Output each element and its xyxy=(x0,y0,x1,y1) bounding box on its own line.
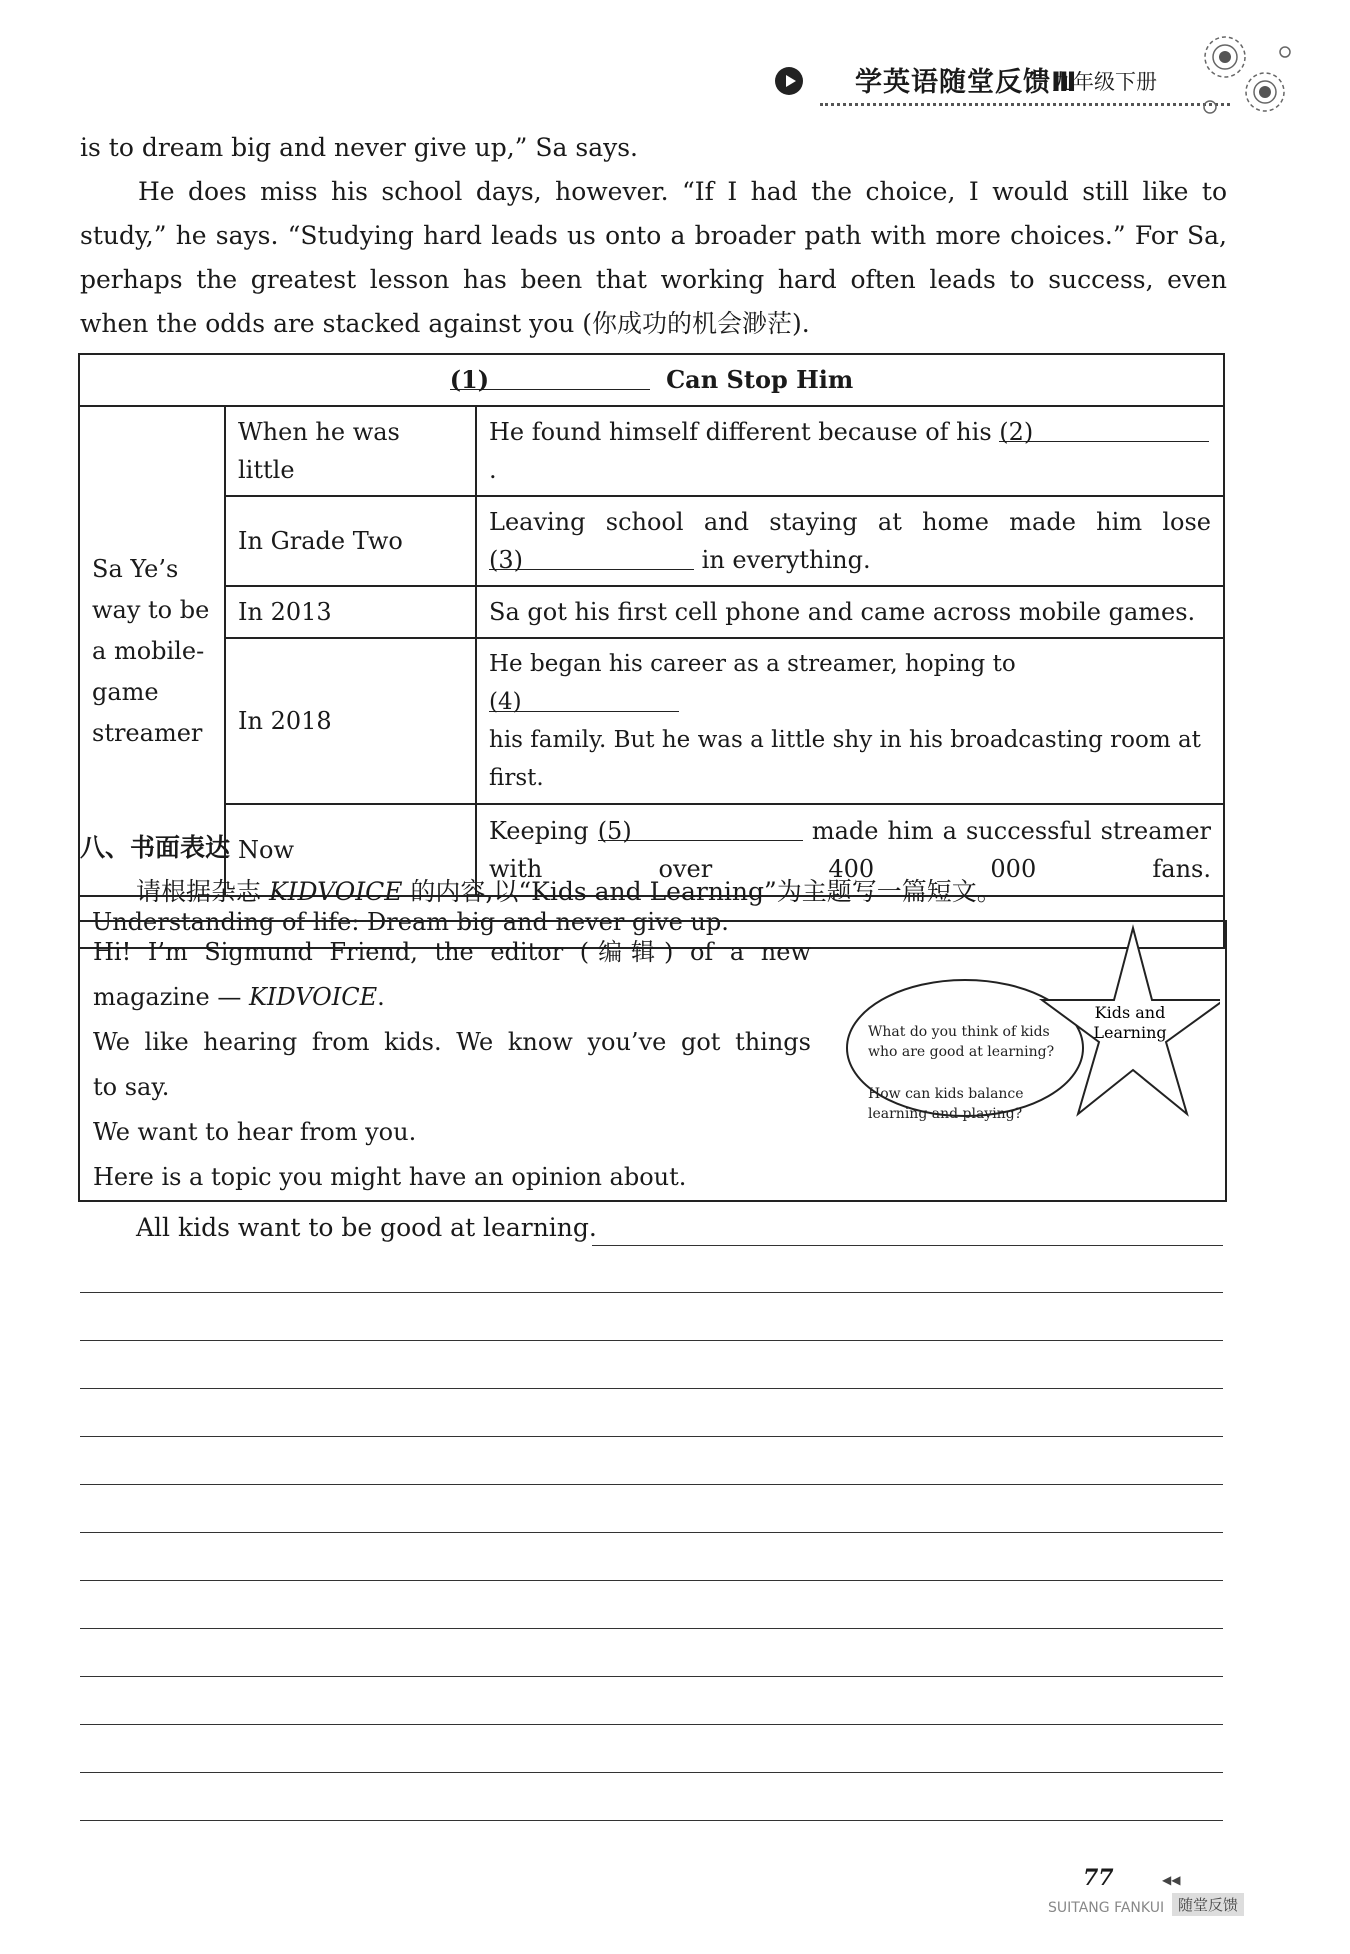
writing-line[interactable] xyxy=(80,1340,1223,1341)
writing-line[interactable] xyxy=(80,1820,1223,1821)
writing-line[interactable] xyxy=(80,1580,1223,1581)
svg-text:What do you think of kids: What do you think of kids who are good at learning? How can kids balance learning and playing? xyxy=(868,1024,1055,1122)
writing-line[interactable] xyxy=(80,1388,1223,1389)
table-side-label: Sa Ye’s way to be a mobile-game streamer xyxy=(79,406,225,896)
blank-4[interactable]: (4) xyxy=(489,683,679,712)
passage-paragraph-2: He does miss his school days, however. “If I had the choice, I would still like to study,” he says. “Studying hard leads us onto a broader path with more choices.” For Sa, perhaps the greatest lesson has been that working hard often leads to success, even when the odds are stacked against you (你成功的机会渺茫). xyxy=(80,177,1227,338)
footer-brand-cn: 随堂反馈 xyxy=(1172,1893,1244,1916)
writing-line[interactable] xyxy=(80,1772,1223,1773)
summary-table xyxy=(78,353,1225,949)
writing-prompt: All kids want to be good at learning. xyxy=(136,1213,597,1242)
play-icon xyxy=(775,67,803,95)
writing-line[interactable] xyxy=(80,1532,1223,1533)
blank-3[interactable]: (3) xyxy=(489,541,694,570)
table-title xyxy=(79,354,1224,406)
table-time-cell: In Grade Two xyxy=(225,496,476,586)
topic-graphic xyxy=(820,918,1220,1158)
table-time-cell: When he was little xyxy=(225,406,476,496)
table-title-text: Can Stop Him xyxy=(666,365,854,394)
magazine-text: Hi! I’m Sigmund Friend, the editor (编辑) of a new magazine — KIDVOICE. We like hearing from kids. We know you’ve got things to say. We want to hear from you. Here is a topic you might have an opinion about. xyxy=(93,938,811,1191)
blank-2[interactable]: (2) xyxy=(999,413,1209,442)
flower-decoration-icon xyxy=(1190,22,1300,132)
writing-line[interactable] xyxy=(80,1676,1223,1677)
footer-brand-en: SUITANG FANKUI xyxy=(1048,1900,1165,1916)
table-desc-cell: Leaving school and staying at home made him lose (3) in everything. xyxy=(476,496,1224,586)
writing-instruction: 请根据杂志 KIDVOICE 的内容,以“Kids and Learning”为主题写一篇短文。 xyxy=(136,877,1002,906)
table-desc-cell: He began his career as a streamer, hoping to (4) his family. But he was a little shy in his broadcasting room at first. xyxy=(476,638,1224,804)
section-title: 八、书面表达 xyxy=(80,833,231,862)
passage-paragraph-1: is to dream big and never give up,” Sa says. xyxy=(80,133,638,162)
table-desc-cell: Keeping (5) made him a successful streamer with over 400 000 fans. xyxy=(476,804,1224,896)
writing-line[interactable] xyxy=(80,1628,1223,1629)
writing-line[interactable] xyxy=(80,1436,1223,1437)
table-time-cell: In 2013 xyxy=(225,586,476,638)
arrow-left-icon: ◀◀ xyxy=(1162,1873,1181,1887)
writing-line[interactable] xyxy=(80,1724,1223,1725)
writing-line[interactable] xyxy=(80,1292,1223,1293)
svg-text:Kids andLearning: Kids and Learning xyxy=(1093,1003,1167,1042)
blank-5[interactable]: (5) xyxy=(598,812,803,841)
blank-1[interactable]: (1) xyxy=(450,361,650,390)
header-title: 学英语随堂反馈Ⅲ xyxy=(855,67,1078,98)
table-footer: Understanding of life: Dream big and never give up. xyxy=(79,896,1224,948)
page-number: 77 xyxy=(1083,1865,1114,1891)
header-grade: 九年级下册 xyxy=(1052,70,1157,94)
header-divider xyxy=(820,103,1230,106)
writing-line[interactable] xyxy=(80,1484,1223,1485)
table-desc-cell: He found himself different because of his (2). xyxy=(476,406,1224,496)
table-desc-cell: Sa got his first cell phone and came across mobile games. xyxy=(476,586,1224,638)
writing-line[interactable] xyxy=(592,1245,1223,1246)
table-time-cell: Now xyxy=(225,804,476,896)
table-time-cell: In 2018 xyxy=(225,638,476,804)
